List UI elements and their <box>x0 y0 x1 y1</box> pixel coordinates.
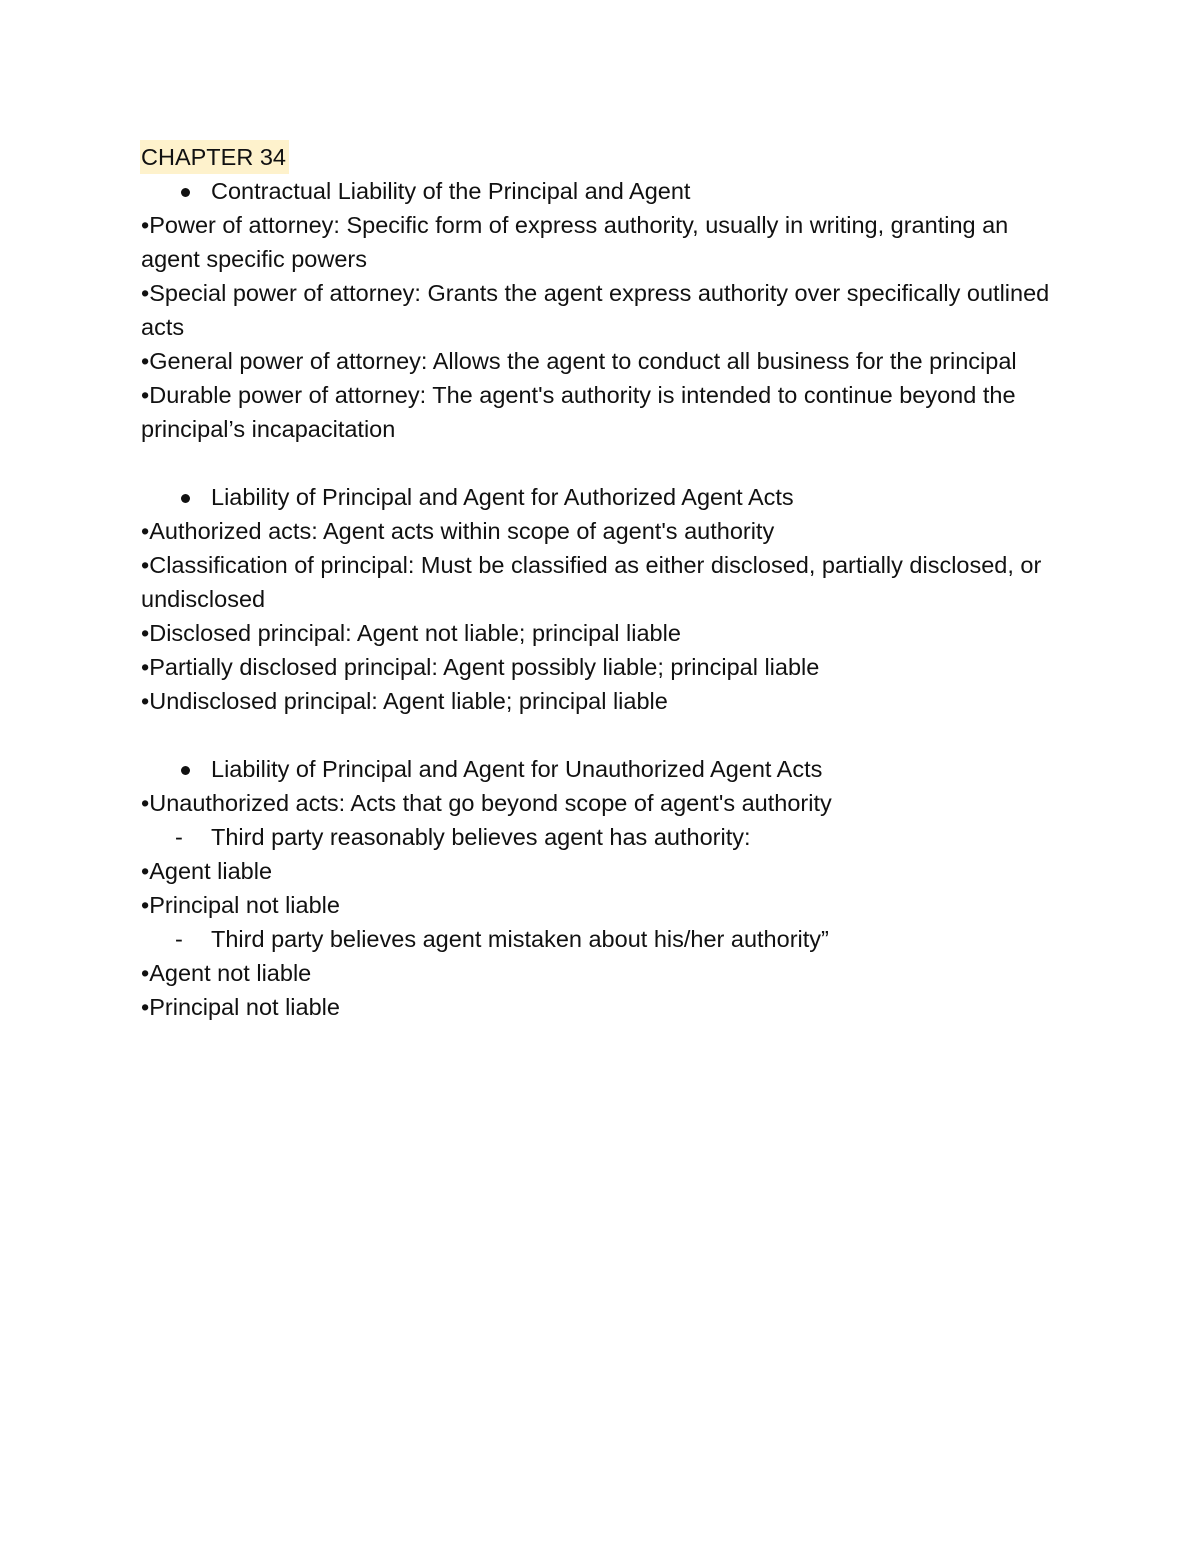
section-heading-text: Contractual Liability of the Principal and Agent <box>211 178 691 204</box>
list-item: •Undisclosed principal: Agent liable; principal liable <box>141 688 668 714</box>
section-heading-unauthorized-acts <box>141 752 1071 786</box>
list-item: •Principal not liable <box>141 892 340 918</box>
chapter-title-line <box>141 140 1071 174</box>
section-heading-text: Liability of Principal and Agent for Authorized Agent Acts <box>211 484 794 510</box>
section-heading-authorized-acts <box>141 480 1071 514</box>
list-item: •Partially disclosed principal: Agent possibly liable; principal liable <box>141 654 820 680</box>
dash-item-text: Third party believes agent mistaken about his/her authority” <box>211 926 829 952</box>
list-item: •Principal not liable <box>141 994 340 1020</box>
chapter-title: CHAPTER 34 <box>140 140 289 174</box>
dash-list-item <box>141 922 1071 956</box>
dash-marker: - <box>175 824 183 850</box>
bullet-dot-icon <box>181 494 190 503</box>
dash-item-text: Third party reasonably believes agent has authority: <box>211 824 751 850</box>
spacer <box>141 718 1071 752</box>
list-item: •Disclosed principal: Agent not liable; principal liable <box>141 620 681 646</box>
list-item: •Durable power of attorney: The agent's authority is intended to continue beyond the principal’s incapacitation <box>141 382 1016 442</box>
list-item: •Agent not liable <box>141 960 312 986</box>
list-item: •Special power of attorney: Grants the agent express authority over specifically outlined acts <box>141 280 1050 340</box>
list-item: •General power of attorney: Allows the agent to conduct all business for the principal <box>141 348 1017 374</box>
list-item: •Agent liable <box>141 858 273 884</box>
list-item: •Power of attorney: Specific form of express authority, usually in writing, granting an agent specific powers <box>141 212 1009 272</box>
list-item: •Unauthorized acts: Acts that go beyond scope of agent's authority <box>141 790 832 816</box>
section-heading-text: Liability of Principal and Agent for Unauthorized Agent Acts <box>211 756 823 782</box>
section-heading-contractual-liability <box>141 174 1071 208</box>
dash-marker: - <box>175 926 183 952</box>
bullet-dot-icon <box>181 188 190 197</box>
spacer <box>141 446 1071 480</box>
bullet-dot-icon <box>181 766 190 775</box>
list-item: •Classification of principal: Must be classified as either disclosed, partially disclosed, or undisclosed <box>141 552 1042 612</box>
document-page <box>141 140 1071 1024</box>
dash-list-item <box>141 820 1071 854</box>
list-item: •Authorized acts: Agent acts within scope of agent's authority <box>141 518 775 544</box>
